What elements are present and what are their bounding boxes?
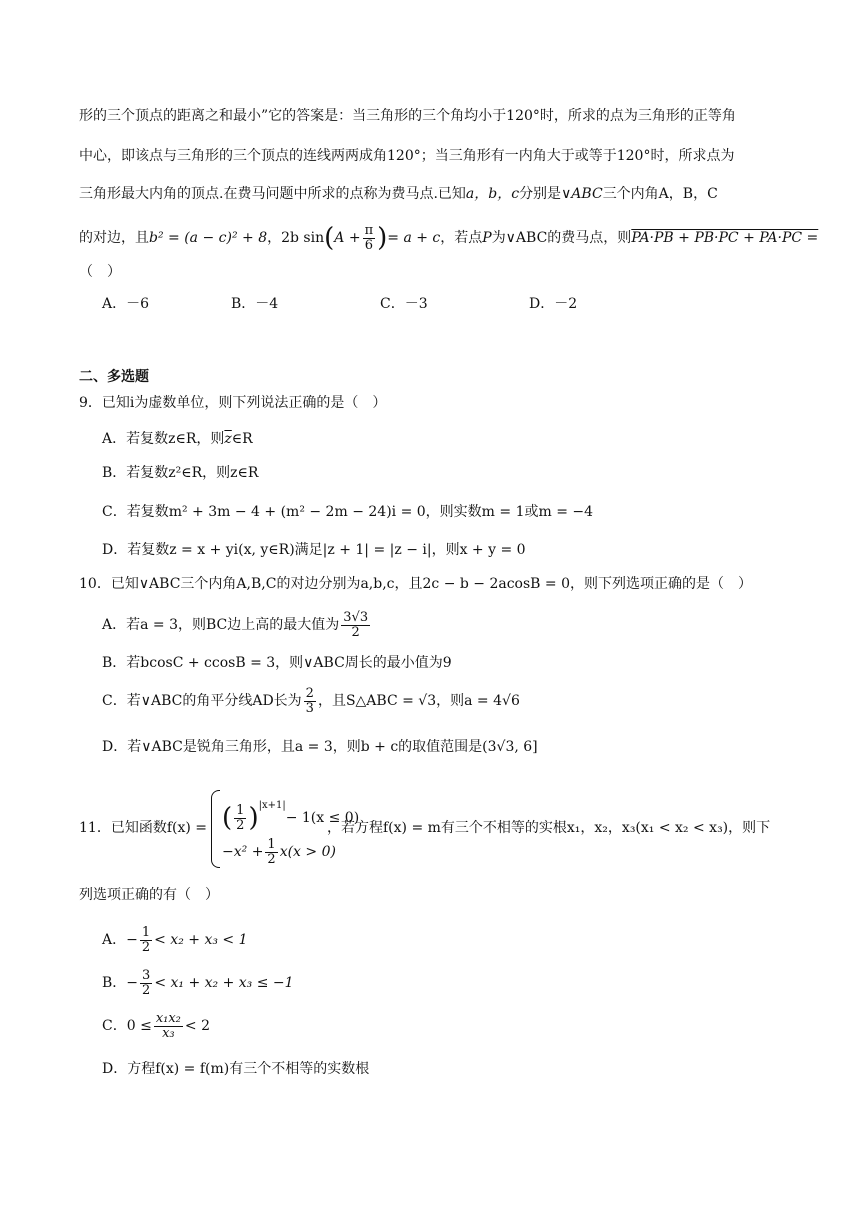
q9-option-a: A．若复数z∈R，则$\overline{z}\in R$ (102, 431, 253, 447)
q10-option-d: D．若∨ABC是锐角三角形，且a = 3，则b + c的取值范围是(3√3, 6] (102, 739, 538, 755)
q11-case-2: −x² + $\frac{1}{2}$ x(x > 0) (222, 836, 336, 867)
q11-option-d: D．方程f(x) = f(m)有三个不相等的实数根 (102, 1061, 370, 1077)
q9-option-d: D．若复数z = x + yi(x, y∈R)满足|z + 1| = |z − i|，则x + y = 0 (102, 542, 526, 558)
piecewise-brace (211, 790, 220, 868)
q9-stem: 9．已知i为虚数单位，则下列说法正确的是（ ） (79, 395, 387, 411)
q8-option-c: C．－3 (380, 296, 428, 312)
section-heading: 二、多选题 (79, 369, 149, 385)
q8-paren: （ ） (79, 264, 121, 280)
q11-option-a: A．− $\frac{1}{2}$ < x₂ + x₃ < 1 (102, 924, 248, 955)
q8-option-d: D．－2 (529, 296, 578, 312)
q8-line-2: 中心，即该点与三角形的三个顶点的连线两两成角120°；当三角形有一内角大于或等于120°时，所求点为 (79, 148, 735, 164)
q10-stem: 10．已知∨ABC三个内角A,B,C的对边分别为a,b,c，且2c − b − 2acosB = 0，则下列选项正确的是（ ） (79, 576, 752, 592)
q8-option-a: A．－6 (102, 296, 150, 312)
q11-option-c: C．0 ≤ $\frac{\text{x₁x₂}}{\text{x₃}}$ < 2 (102, 1010, 210, 1041)
q11-mid: ，若方程f(x) = m有三个不相等的实根x₁，x₂，x₃(x₁ < x₂ < x₃)，则下 (327, 820, 771, 836)
q10-option-c: C．若∨ABC的角平分线AD长为 $\frac{2}{3}$ ，且S△ABC = √3，则a = 4√6 (102, 685, 520, 716)
vector-sum: PA·PB + PB·PC + PA·PC = (631, 230, 819, 246)
q11-prefix: 11．已知函数f(x) = (79, 820, 207, 836)
q8-line-3: 三角形最大内角的顶点.在费马问题中所求的点称为费马点.已知a，b，c分别是∨ABC三个内角A，B，C (79, 186, 718, 202)
q9-option-b: B．若复数z²∈R，则z∈R (102, 465, 259, 481)
q10-option-a: A．若a = 3，则BC边上高的最大值为 $\frac{3√3}{2}$ (102, 609, 369, 640)
q9-option-c: C．若复数m² + 3m − 4 + (m² − 2m − 24)i = 0，则实数m = 1或m = −4 (102, 504, 594, 520)
q8-line-1: 形的三个顶点的距离之和最小”它的答案是：当三角形的三个角均小于120°时，所求的点为三角形的正等角 (79, 108, 736, 124)
q11-cont: 列选项正确的有（ ） (79, 887, 219, 903)
q11-option-b: B．− $\frac{3}{2}$ < x₁ + x₂ + x₃ ≤ −1 (102, 967, 294, 998)
q8-line-4: 的对边，且b² = (a − c)² + 8，2b sin(A + $\frac{\pi}{6}$ )= a + c，若点P为∨ABC的费马点，则PA·PB + PB·PC + PA·PC = (79, 222, 819, 253)
q10-option-b: B．若bcosC + ccosB = 3，则∨ABC周长的最小值为9 (102, 655, 452, 671)
q11-case-1: ( $\frac{1}{2}$ )$^{|x+1|}$− 1(x ≤ 0) (222, 800, 360, 833)
q8-option-b: B．－4 (231, 296, 279, 312)
